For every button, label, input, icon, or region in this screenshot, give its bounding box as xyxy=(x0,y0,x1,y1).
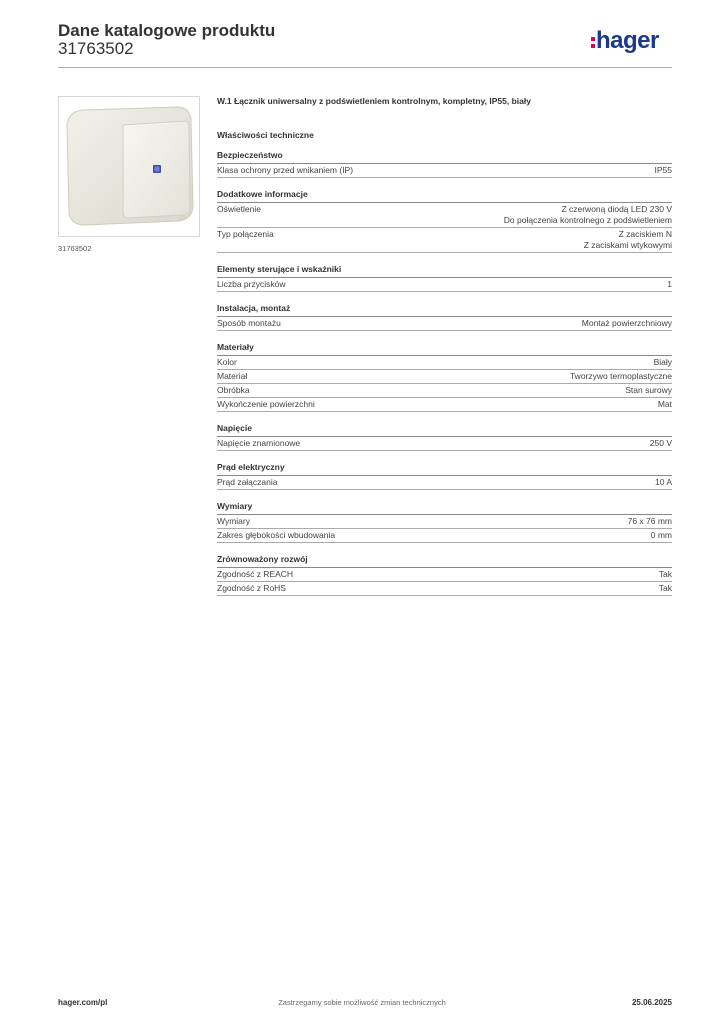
spec-values xyxy=(659,569,672,580)
spec-row xyxy=(217,384,672,398)
spec-label: Typ połączenia xyxy=(217,229,274,239)
spec-values xyxy=(659,583,672,594)
spec-label: Liczba przycisków xyxy=(217,279,286,289)
product-image xyxy=(58,96,200,237)
footer-website[interactable]: hager.com/pl xyxy=(58,998,108,1007)
section-heading: Dodatkowe informacje xyxy=(217,189,672,203)
switch-product-image xyxy=(59,97,199,236)
spec-value: Z zaciskami wtykowymi xyxy=(583,240,672,250)
hager-logo xyxy=(591,27,673,57)
spec-label: Materiał xyxy=(217,371,248,381)
spec-values xyxy=(651,530,672,541)
spec-value: 10 A xyxy=(654,477,672,487)
spec-values xyxy=(504,204,672,226)
specifications xyxy=(217,94,672,607)
page-title: Dane katalogowe produktu xyxy=(58,21,276,40)
spec-values xyxy=(655,165,673,176)
product-code: 31763502 xyxy=(58,39,134,58)
spec-label: Prąd załączania xyxy=(217,477,278,487)
spec-row xyxy=(217,515,672,529)
spec-row xyxy=(217,203,672,228)
spec-value: Tak xyxy=(658,583,672,593)
spec-value: IP55 xyxy=(654,165,672,175)
properties-title: Właściwości techniczne xyxy=(217,130,314,140)
section-heading: Materiały xyxy=(217,342,672,356)
spec-value: Z czerwoną diodą LED 230 V xyxy=(561,204,672,214)
spec-values xyxy=(628,516,672,527)
spec-row xyxy=(217,164,672,178)
spec-sections xyxy=(217,150,672,596)
section-heading: Napięcie xyxy=(217,423,672,437)
spec-value: Stan surowy xyxy=(625,385,672,395)
spec-section xyxy=(217,342,672,412)
footer-disclaimer: Zastrzegamy sobie możliwość zmian technicznych xyxy=(278,998,446,1007)
section-heading: Bezpieczeństwo xyxy=(217,150,672,164)
section-heading: Zrównoważony rozwój xyxy=(217,554,672,568)
spec-value: Biały xyxy=(653,357,672,367)
product-title: W.1 Łącznik uniwersalny z podświetleniem kontrolnym, kompletny, IP55, biały xyxy=(217,96,531,106)
image-caption: 31763502 xyxy=(58,244,92,253)
spec-row xyxy=(217,356,672,370)
spec-value: Do połączenia kontrolnego z podświetleniem xyxy=(503,215,672,225)
spec-value: Tak xyxy=(658,569,672,579)
spec-value: Tworzywo termoplastyczne xyxy=(569,371,672,381)
header-divider xyxy=(58,67,672,68)
spec-label: Klasa ochrony przed wnikaniem (IP) xyxy=(217,165,354,175)
spec-row xyxy=(217,529,672,543)
spec-section xyxy=(217,554,672,596)
spec-section xyxy=(217,303,672,331)
spec-label: Sposób montażu xyxy=(217,318,281,328)
spec-values xyxy=(570,371,672,382)
spec-label: Napięcie znamionowe xyxy=(217,438,301,448)
spec-values xyxy=(658,399,672,410)
spec-label: Zakres głębokości wbudowania xyxy=(217,530,336,540)
spec-value: 1 xyxy=(667,279,672,289)
spec-values xyxy=(582,318,672,329)
spec-value: 76 x 76 mm xyxy=(627,516,672,526)
section-heading: Wymiary xyxy=(217,501,672,515)
spec-values xyxy=(667,279,672,290)
spec-row xyxy=(217,582,672,596)
spec-values xyxy=(625,385,672,396)
spec-value: Mat xyxy=(657,399,672,409)
spec-row xyxy=(217,278,672,292)
spec-row xyxy=(217,370,672,384)
spec-value: 250 V xyxy=(649,438,672,448)
spec-section xyxy=(217,189,672,253)
spec-row xyxy=(217,228,672,253)
spec-section xyxy=(217,150,672,178)
spec-label: Obróbka xyxy=(217,385,250,395)
spec-values xyxy=(655,477,672,488)
spec-value: Z zaciskiem N xyxy=(618,229,672,239)
spec-label: Oświetlenie xyxy=(217,204,261,214)
spec-row xyxy=(217,317,672,331)
spec-row xyxy=(217,437,672,451)
spec-values xyxy=(650,438,672,449)
spec-values xyxy=(654,357,672,368)
spec-row xyxy=(217,568,672,582)
spec-values xyxy=(584,229,672,251)
logo-text: hager xyxy=(596,27,659,54)
spec-row xyxy=(217,476,672,490)
section-heading: Prąd elektryczny xyxy=(217,462,672,476)
spec-section xyxy=(217,264,672,292)
spec-label: Zgodność z RoHS xyxy=(217,583,286,593)
spec-label: Wymiary xyxy=(217,516,250,526)
section-heading: Elementy sterujące i wskaźniki xyxy=(217,264,672,278)
section-heading: Instalacja, montaż xyxy=(217,303,672,317)
spec-section xyxy=(217,462,672,490)
spec-section xyxy=(217,423,672,451)
spec-label: Kolor xyxy=(217,357,237,367)
footer-date: 25.06.2025 xyxy=(631,998,672,1007)
spec-value: Montaż powierzchniowy xyxy=(581,318,672,328)
spec-section xyxy=(217,501,672,543)
spec-value: 0 mm xyxy=(650,530,672,540)
spec-label: Zgodność z REACH xyxy=(217,569,294,579)
spec-label: Wykończenie powierzchni xyxy=(217,399,315,409)
spec-row xyxy=(217,398,672,412)
